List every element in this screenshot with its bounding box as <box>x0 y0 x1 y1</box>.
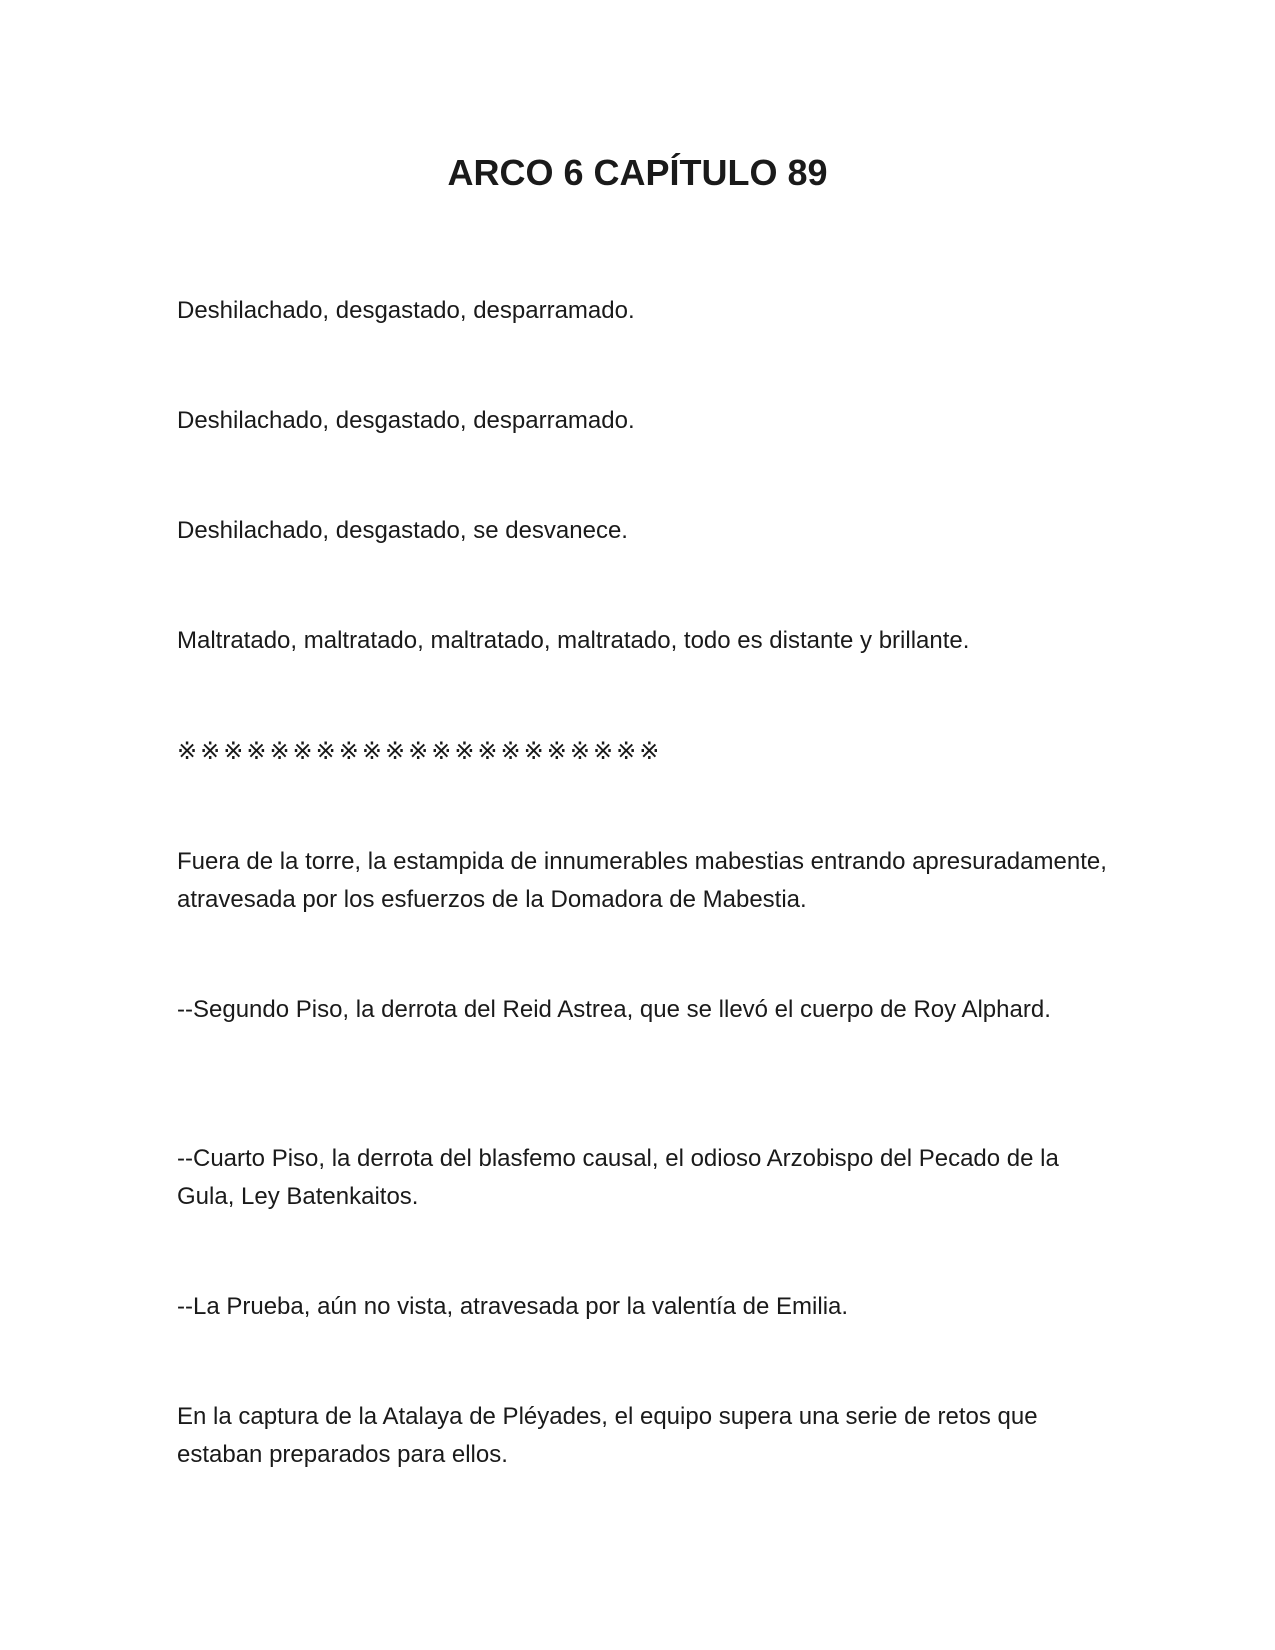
paragraph: Deshilachado, desgastado, desparramado. <box>177 407 635 434</box>
paragraph: Maltratado, maltratado, maltratado, maltratado, todo es distante y brillante. <box>177 627 970 654</box>
section-separator: ※※※※※※※※※※※※※※※※※※※※※ <box>177 737 663 765</box>
paragraph: --Segundo Piso, la derrota del Reid Astrea, que se llevó el cuerpo de Roy Alphard. <box>177 996 1051 1023</box>
paragraph: --La Prueba, aún no vista, atravesada por la valentía de Emilia. <box>177 1293 849 1320</box>
paragraph: --Cuarto Piso, la derrota del blasfemo causal, el odioso Arzobispo del Pecado de la Gula, Ley Batenkaitos. <box>177 1145 1059 1210</box>
chapter-title: ARCO 6 CAPÍTULO 89 <box>447 152 828 193</box>
paragraph: Deshilachado, desgastado, se desvanece. <box>177 517 628 544</box>
paragraph: Deshilachado, desgastado, desparramado. <box>177 297 635 324</box>
paragraph: Fuera de la torre, la estampida de innumerables mabestias entrando apresuradamente, atravesada por los esfuerzos de la Domadora de Mabestia. <box>177 848 1107 913</box>
paragraph: En la captura de la Atalaya de Pléyades, el equipo supera una serie de retos que estaban preparados para ellos. <box>177 1403 1038 1468</box>
